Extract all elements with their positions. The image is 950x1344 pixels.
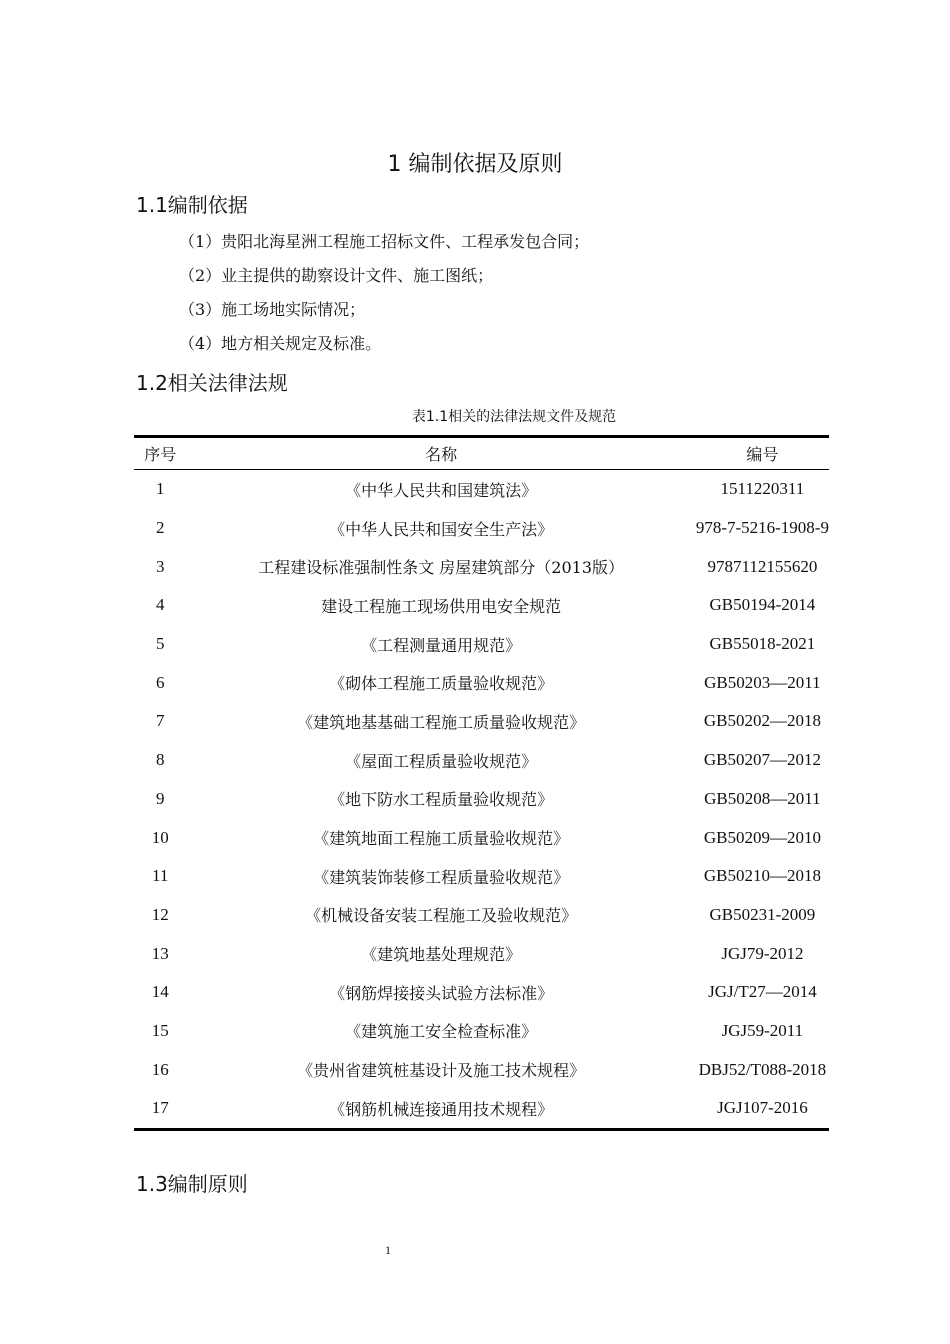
basis-item: （3）施工场地实际情况； (179, 300, 366, 319)
page-number: 1 (385, 1243, 391, 1257)
row-number: 6 (155, 672, 165, 692)
row-name: 《钢筋焊接接头试验方法标准》 (329, 983, 554, 1003)
row-name: 《中华人民共和国建筑法》 (345, 480, 538, 500)
table-row (134, 818, 829, 857)
column-header-number: 序号 (134, 437, 186, 470)
section-heading-1-3: 1.3编制原则 (136, 1172, 248, 1196)
basis-item: （2）业主提供的勘察设计文件、施工图纸； (179, 266, 494, 285)
basis-item: （1）贵阳北海星洲工程施工招标文件、工程承发包合同； (179, 232, 590, 251)
row-code: GB50203—2011 (704, 672, 821, 692)
row-name: 《建筑施工安全检查标准》 (345, 1022, 538, 1042)
row-code: DBJ52/T088-2018 (698, 1059, 827, 1079)
row-number: 11 (152, 866, 169, 886)
row-number: 12 (151, 904, 169, 924)
row-code: GB50207—2012 (703, 750, 821, 770)
row-name: 《中华人民共和国安全生产法》 (329, 519, 554, 539)
row-code: JGJ/T27—2014 (708, 982, 817, 1002)
row-name: 《工程测量通用规范》 (361, 635, 522, 655)
row-number: 4 (155, 595, 165, 615)
table-row (134, 547, 829, 586)
section-heading-1-2: 1.2相关法律法规 (136, 371, 288, 395)
column-header-code: 编号 (696, 437, 829, 470)
table-body (134, 470, 829, 1130)
row-code: JGJ79-2012 (721, 943, 804, 963)
table-header-row (134, 437, 829, 470)
row-code: 978-7-5216-1908-9 (695, 518, 829, 538)
row-number: 17 (134, 1089, 186, 1129)
row-code: GB50210—2018 (703, 866, 821, 886)
table-row (134, 625, 829, 664)
chapter-title: 1 编制依据及原则 (387, 152, 563, 177)
row-name: 《建筑地基基础工程施工质量验收规范》 (297, 712, 586, 732)
basis-list (179, 228, 589, 364)
row-number: 15 (151, 1020, 169, 1040)
row-code: GB50202—2018 (703, 711, 821, 731)
row-number: 1 (155, 479, 165, 499)
table-row (134, 741, 829, 780)
row-code: 1511220311 (720, 479, 805, 499)
row-number: 16 (151, 1059, 169, 1079)
row-name: 《贵州省建筑桩基设计及施工技术规程》 (297, 1061, 586, 1081)
row-number: 9 (155, 788, 165, 808)
table-row (134, 586, 829, 625)
row-number: 14 (151, 982, 169, 1002)
row-code: JGJ59-2011 (721, 1020, 804, 1040)
row-name: 《建筑地面工程施工质量验收规范》 (313, 829, 570, 849)
basis-item: （4）地方相关规定及标准。 (179, 334, 382, 353)
row-number: 2 (155, 518, 165, 538)
laws-table (134, 435, 829, 1131)
row-name: 建设工程施工现场供用电安全规范 (321, 596, 562, 616)
row-code: GB50208—2011 (704, 788, 821, 808)
row-number: 13 (151, 943, 169, 963)
row-number: 5 (155, 634, 165, 654)
table-row (134, 663, 829, 702)
row-code: GB50194-2014 (709, 595, 816, 615)
row-name: 《建筑装饰装修工程质量验收规范》 (313, 867, 570, 887)
table-row (134, 509, 829, 548)
row-number: 7 (155, 711, 165, 731)
row-code: GB55018-2021 (709, 634, 816, 654)
table-row (134, 896, 829, 935)
table-row (134, 470, 829, 509)
row-code: GB50231-2009 (709, 904, 816, 924)
row-code: JGJ107-2016 (696, 1089, 829, 1129)
table-row (134, 780, 829, 819)
row-name: 《地下防水工程质量验收规范》 (329, 790, 554, 810)
row-name: 《建筑地基处理规范》 (361, 945, 522, 965)
table-row (134, 1012, 829, 1051)
table-row (134, 857, 829, 896)
table-row (134, 702, 829, 741)
row-code: GB50209—2010 (703, 827, 821, 847)
row-name: 《钢筋机械连接通用技术规程》 (186, 1089, 695, 1129)
row-name: 工程建设标准强制性条文 房屋建筑部分（2013版） (258, 558, 625, 578)
row-name: 《屋面工程质量验收规范》 (345, 751, 538, 771)
row-number: 8 (155, 750, 165, 770)
table-row (134, 934, 829, 973)
table-row (134, 973, 829, 1012)
row-number: 10 (151, 827, 169, 847)
row-code: 9787112155620 (707, 556, 818, 576)
section-heading-1-1: 1.1编制依据 (136, 193, 248, 217)
column-header-name: 名称 (186, 437, 695, 470)
row-name: 《机械设备安装工程施工及验收规范》 (305, 906, 578, 926)
row-name: 《砌体工程施工质量验收规范》 (329, 674, 554, 694)
table-row (134, 1089, 829, 1129)
table-row (134, 1050, 829, 1089)
table-caption: 表1.1相关的法律法规文件及规范 (411, 409, 617, 425)
row-number: 3 (155, 556, 165, 576)
